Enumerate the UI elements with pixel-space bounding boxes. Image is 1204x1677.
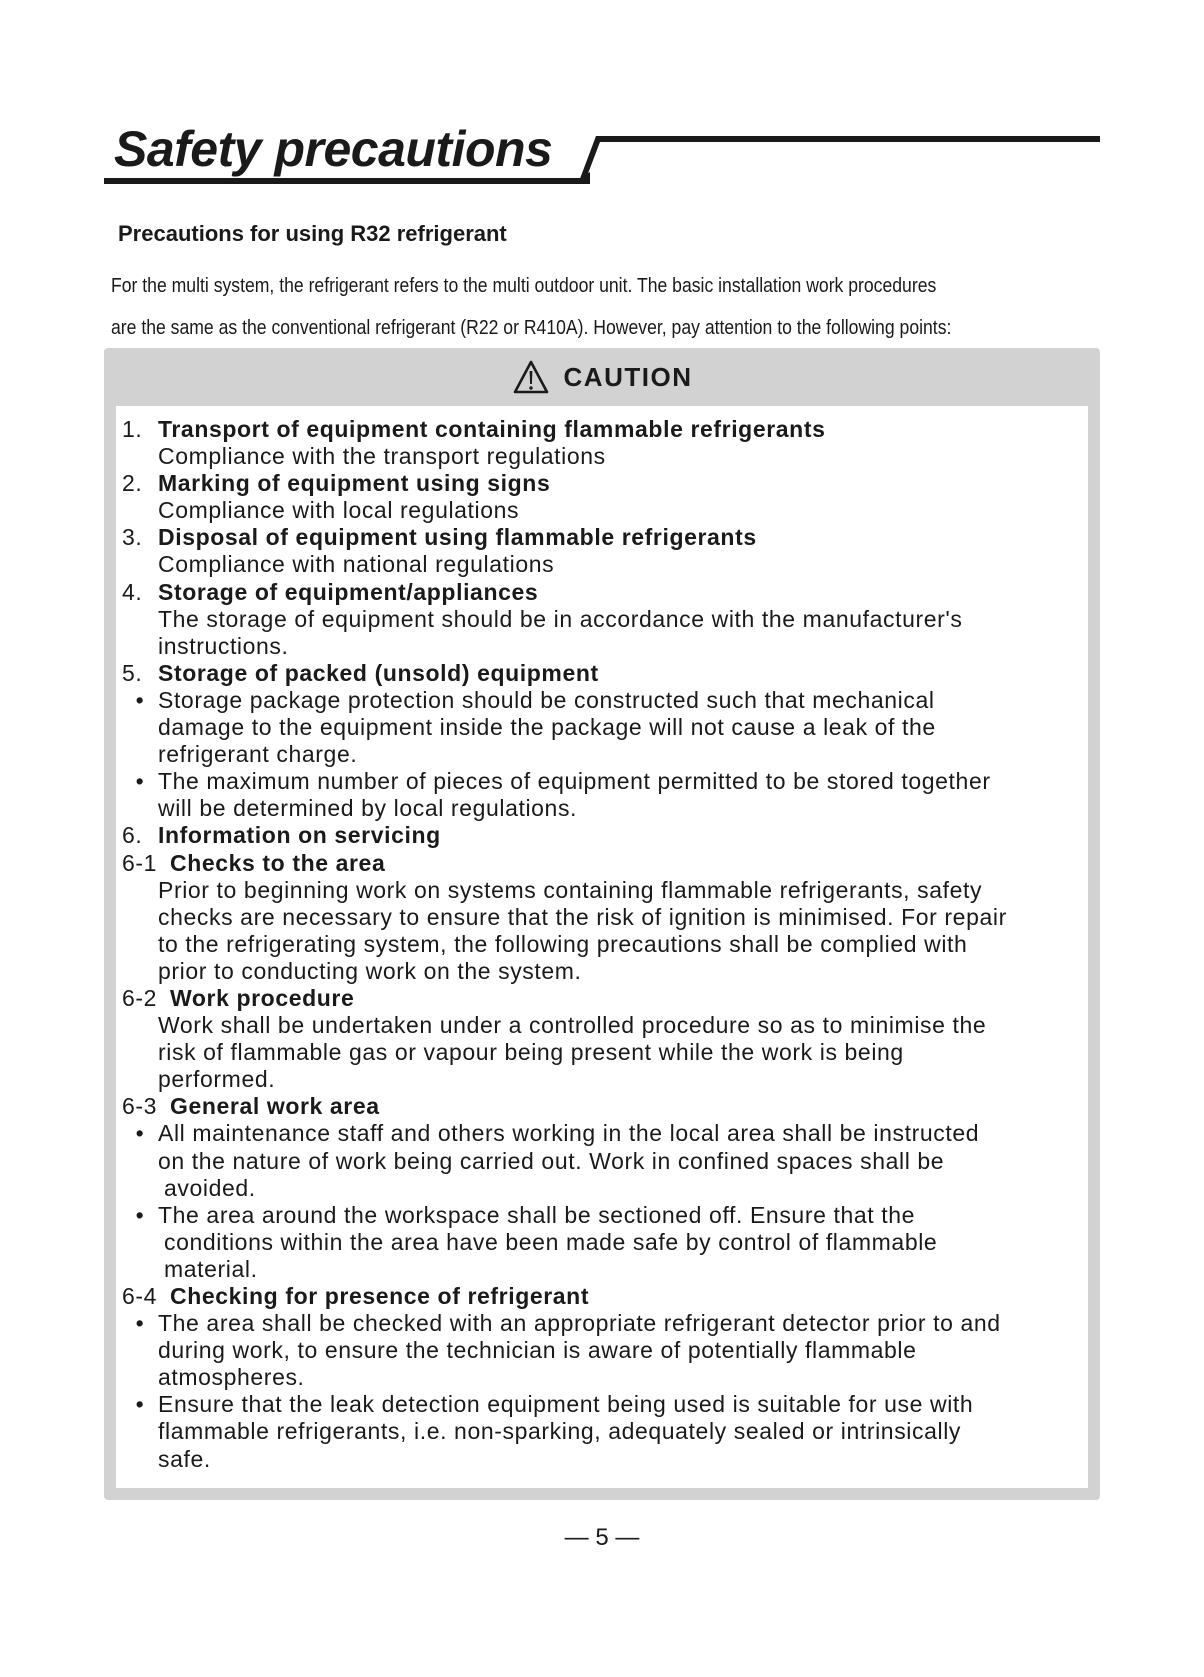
list-item [122, 524, 1082, 551]
bullet-item [122, 1120, 1082, 1147]
page-title: Safety precautions [114, 121, 553, 177]
bullet-item [122, 687, 1082, 714]
item-title: Storage of equipment/appliances [158, 578, 539, 605]
bullet-icon: • [135, 1310, 145, 1337]
caution-content-panel [116, 406, 1088, 1488]
bullet-text: All maintenance staff and others working in the local area shall be instructed [158, 1120, 980, 1147]
list-item [122, 416, 1082, 443]
bullet-text: flammable refrigerants, i.e. non-sparking, adequately sealed or intrinsically [158, 1418, 962, 1445]
subsection-text: Work shall be undertaken under a controlled procedure so as to minimise the [158, 1012, 987, 1039]
list-item [122, 660, 1082, 687]
subsection-number: 6-1 [122, 849, 158, 876]
section-heading: Precautions for using R32 refrigerant [118, 221, 507, 246]
bullet-text: will be determined by local regulations. [158, 795, 578, 822]
subsection-heading [122, 1283, 1082, 1310]
subsection-number: 6-3 [122, 1093, 158, 1120]
bullet-text: on the nature of work being carried out. Work in confined spaces shall be [158, 1147, 945, 1174]
caution-header [104, 348, 1100, 406]
caution-title: CAUTION [563, 361, 693, 392]
item-text: instructions. [158, 632, 289, 659]
bullet-text: avoided. [164, 1174, 256, 1201]
page-title-banner [104, 118, 1100, 188]
item-title: Disposal of equipment using flammable refrigerants [158, 524, 757, 551]
subsection-text: risk of flammable gas or vapour being present while the work is being [158, 1039, 904, 1066]
item-number: 4. [122, 578, 143, 605]
subsection-text: prior to conducting work on the system. [158, 957, 582, 984]
subsection-text: to the refrigerating system, the following precautions shall be complied with [158, 930, 968, 957]
bullet-icon: • [135, 1201, 145, 1228]
bullet-text: The area shall be checked with an appropriate refrigerant detector prior to and [158, 1310, 1001, 1337]
bullet-item [122, 768, 1082, 795]
bullet-text: The maximum number of pieces of equipment permitted to be stored together [158, 768, 991, 795]
bullet-text: safe. [158, 1445, 211, 1472]
subsection-number: 6-4 [122, 1283, 158, 1309]
item-title: Marking of equipment using signs [158, 470, 551, 497]
list-item [122, 822, 1082, 849]
subsection-text: performed. [158, 1066, 276, 1093]
item-title: Transport of equipment containing flammable refrigerants [158, 416, 826, 442]
item-text: Compliance with national regulations [158, 551, 555, 578]
bullet-text: refrigerant charge. [158, 741, 358, 768]
item-number: 3. [122, 524, 143, 551]
caution-box [104, 348, 1100, 1500]
bullet-text: during work, to ensure the technician is aware of potentially flammable [158, 1337, 917, 1364]
bullet-text: damage to the equipment inside the package will not cause a leak of the [158, 714, 936, 741]
bullet-text: The area around the workspace shall be sectioned off. Ensure that the [158, 1201, 915, 1228]
item-text: Compliance with local regulations [158, 497, 520, 524]
bullet-icon: • [135, 768, 145, 795]
item-number: 1. [122, 416, 143, 442]
list-item [122, 470, 1082, 497]
bullet-text: material. [164, 1255, 258, 1282]
bullet-text: atmospheres. [158, 1364, 305, 1391]
bullet-icon: • [135, 686, 145, 713]
bullet-item [122, 1391, 1082, 1418]
list-item [122, 579, 1082, 606]
item-title: Storage of packed (unsold) equipment [158, 659, 599, 686]
subsection-title: Work procedure [170, 984, 355, 1011]
caution-list [122, 416, 1082, 1473]
warning-triangle-icon [512, 359, 550, 395]
item-text: Compliance with the transport regulations [158, 443, 606, 470]
subsection-heading [122, 985, 1082, 1012]
item-number: 2. [122, 470, 143, 497]
item-title: Information on servicing [158, 822, 441, 849]
item-number: 5. [122, 659, 143, 686]
subsection-heading [122, 850, 1082, 877]
bullet-item [122, 1202, 1082, 1229]
bullet-item [122, 1310, 1082, 1337]
subsection-title: General work area [170, 1093, 380, 1120]
bullet-text: conditions within the area have been made safe by control of flammable [164, 1228, 938, 1255]
subsection-title: Checks to the area [170, 849, 386, 876]
intro-paragraph [111, 265, 1111, 349]
item-number: 6. [122, 822, 143, 849]
bullet-text: Ensure that the leak detection equipment being used is suitable for use with [158, 1391, 974, 1418]
subsection-text: checks are necessary to ensure that the risk of ignition is minimised. For repair [158, 903, 1007, 930]
bullet-text: Storage package protection should be constructed such that mechanical [158, 686, 935, 713]
bullet-icon: • [135, 1391, 145, 1418]
page-number: — 5 — [564, 1524, 640, 1551]
subsection-text: Prior to beginning work on systems containing flammable refrigerants, safety [158, 876, 983, 903]
intro-line: For the multi system, the refrigerant refers to the multi outdoor unit. The basic installation work procedures [111, 275, 937, 297]
intro-line: are the same as the conventional refrigerant (R22 or R410A). However, pay attention to the following points: [111, 317, 952, 339]
subsection-title: Checking for presence of refrigerant [170, 1283, 590, 1309]
item-text: The storage of equipment should be in accordance with the manufacturer's [158, 605, 963, 632]
bullet-icon: • [135, 1120, 145, 1147]
subsection-number: 6-2 [122, 984, 158, 1011]
subsection-heading [122, 1093, 1082, 1120]
